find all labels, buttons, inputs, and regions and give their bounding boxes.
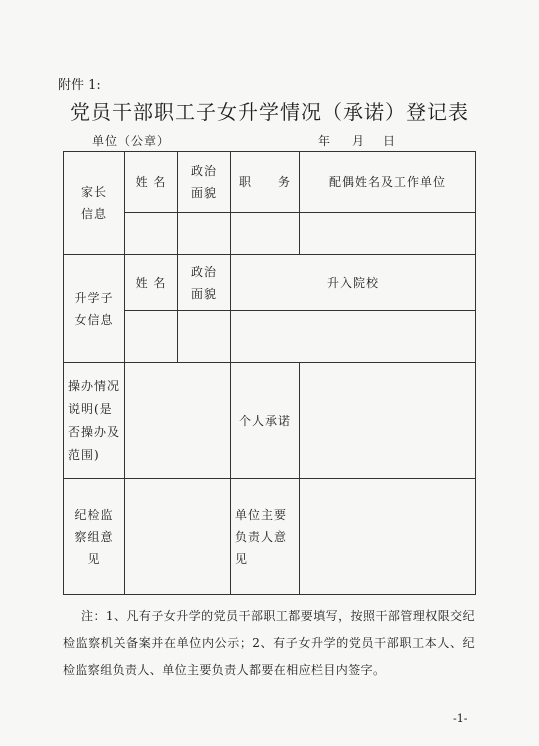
child-name-cell[interactable] [125,311,178,363]
unit-seal-label: 单位（公章） [92,134,171,148]
attachment-label: 附件 1: [58,78,101,93]
unit-head-opinion-label: 单位主要负责人意见 [231,479,300,595]
parent-section-label: 家长信息 [64,152,125,255]
child-name-header: 姓 名 [125,255,178,311]
child-political-header: 政治面貌 [178,255,231,311]
date-day-label: 日 [383,134,397,148]
child-section-label: 升学子女信息 [64,255,125,363]
personal-promise-label: 个人承诺 [231,363,300,479]
child-political-cell[interactable] [178,311,231,363]
parent-name-header: 姓 名 [125,152,178,213]
date-year-label: 年 [318,134,332,148]
unit-head-opinion-cell[interactable] [300,479,476,595]
date-month-label: 月 [352,134,366,148]
handling-explanation-label: 操办情况说明(是否操办及范围) [64,363,125,479]
registration-table [63,151,476,595]
parent-position-header: 职 务 [231,152,300,213]
child-school-cell[interactable] [231,311,476,363]
parent-political-cell[interactable] [178,213,231,255]
parent-political-header: 政治面貌 [178,152,231,213]
discipline-opinion-cell[interactable] [125,479,231,595]
discipline-opinion-label: 纪检监察组意见 [64,479,125,595]
personal-promise-cell[interactable] [300,363,476,479]
footnote: 注：1、凡有子女升学的党员干部职工都要填写，按照干部管理权限交纪检监察机关备案并在单位内公示；2、有子女升学的党员干部职工本人、纪检监察组负责人、单位主要负责人都要在相应栏目内签字。 [63,609,475,677]
handling-explanation-cell[interactable] [125,363,231,479]
parent-position-cell[interactable] [231,213,300,255]
parent-name-cell[interactable] [125,213,178,255]
parent-spouse-header: 配偶姓名及工作单位 [300,152,476,213]
parent-spouse-cell[interactable] [300,213,476,255]
page-number: -1- [453,712,468,725]
form-title: 党员干部职工子女升学情况（承诺）登记表 [70,100,469,124]
child-school-header: 升入院校 [231,255,476,311]
